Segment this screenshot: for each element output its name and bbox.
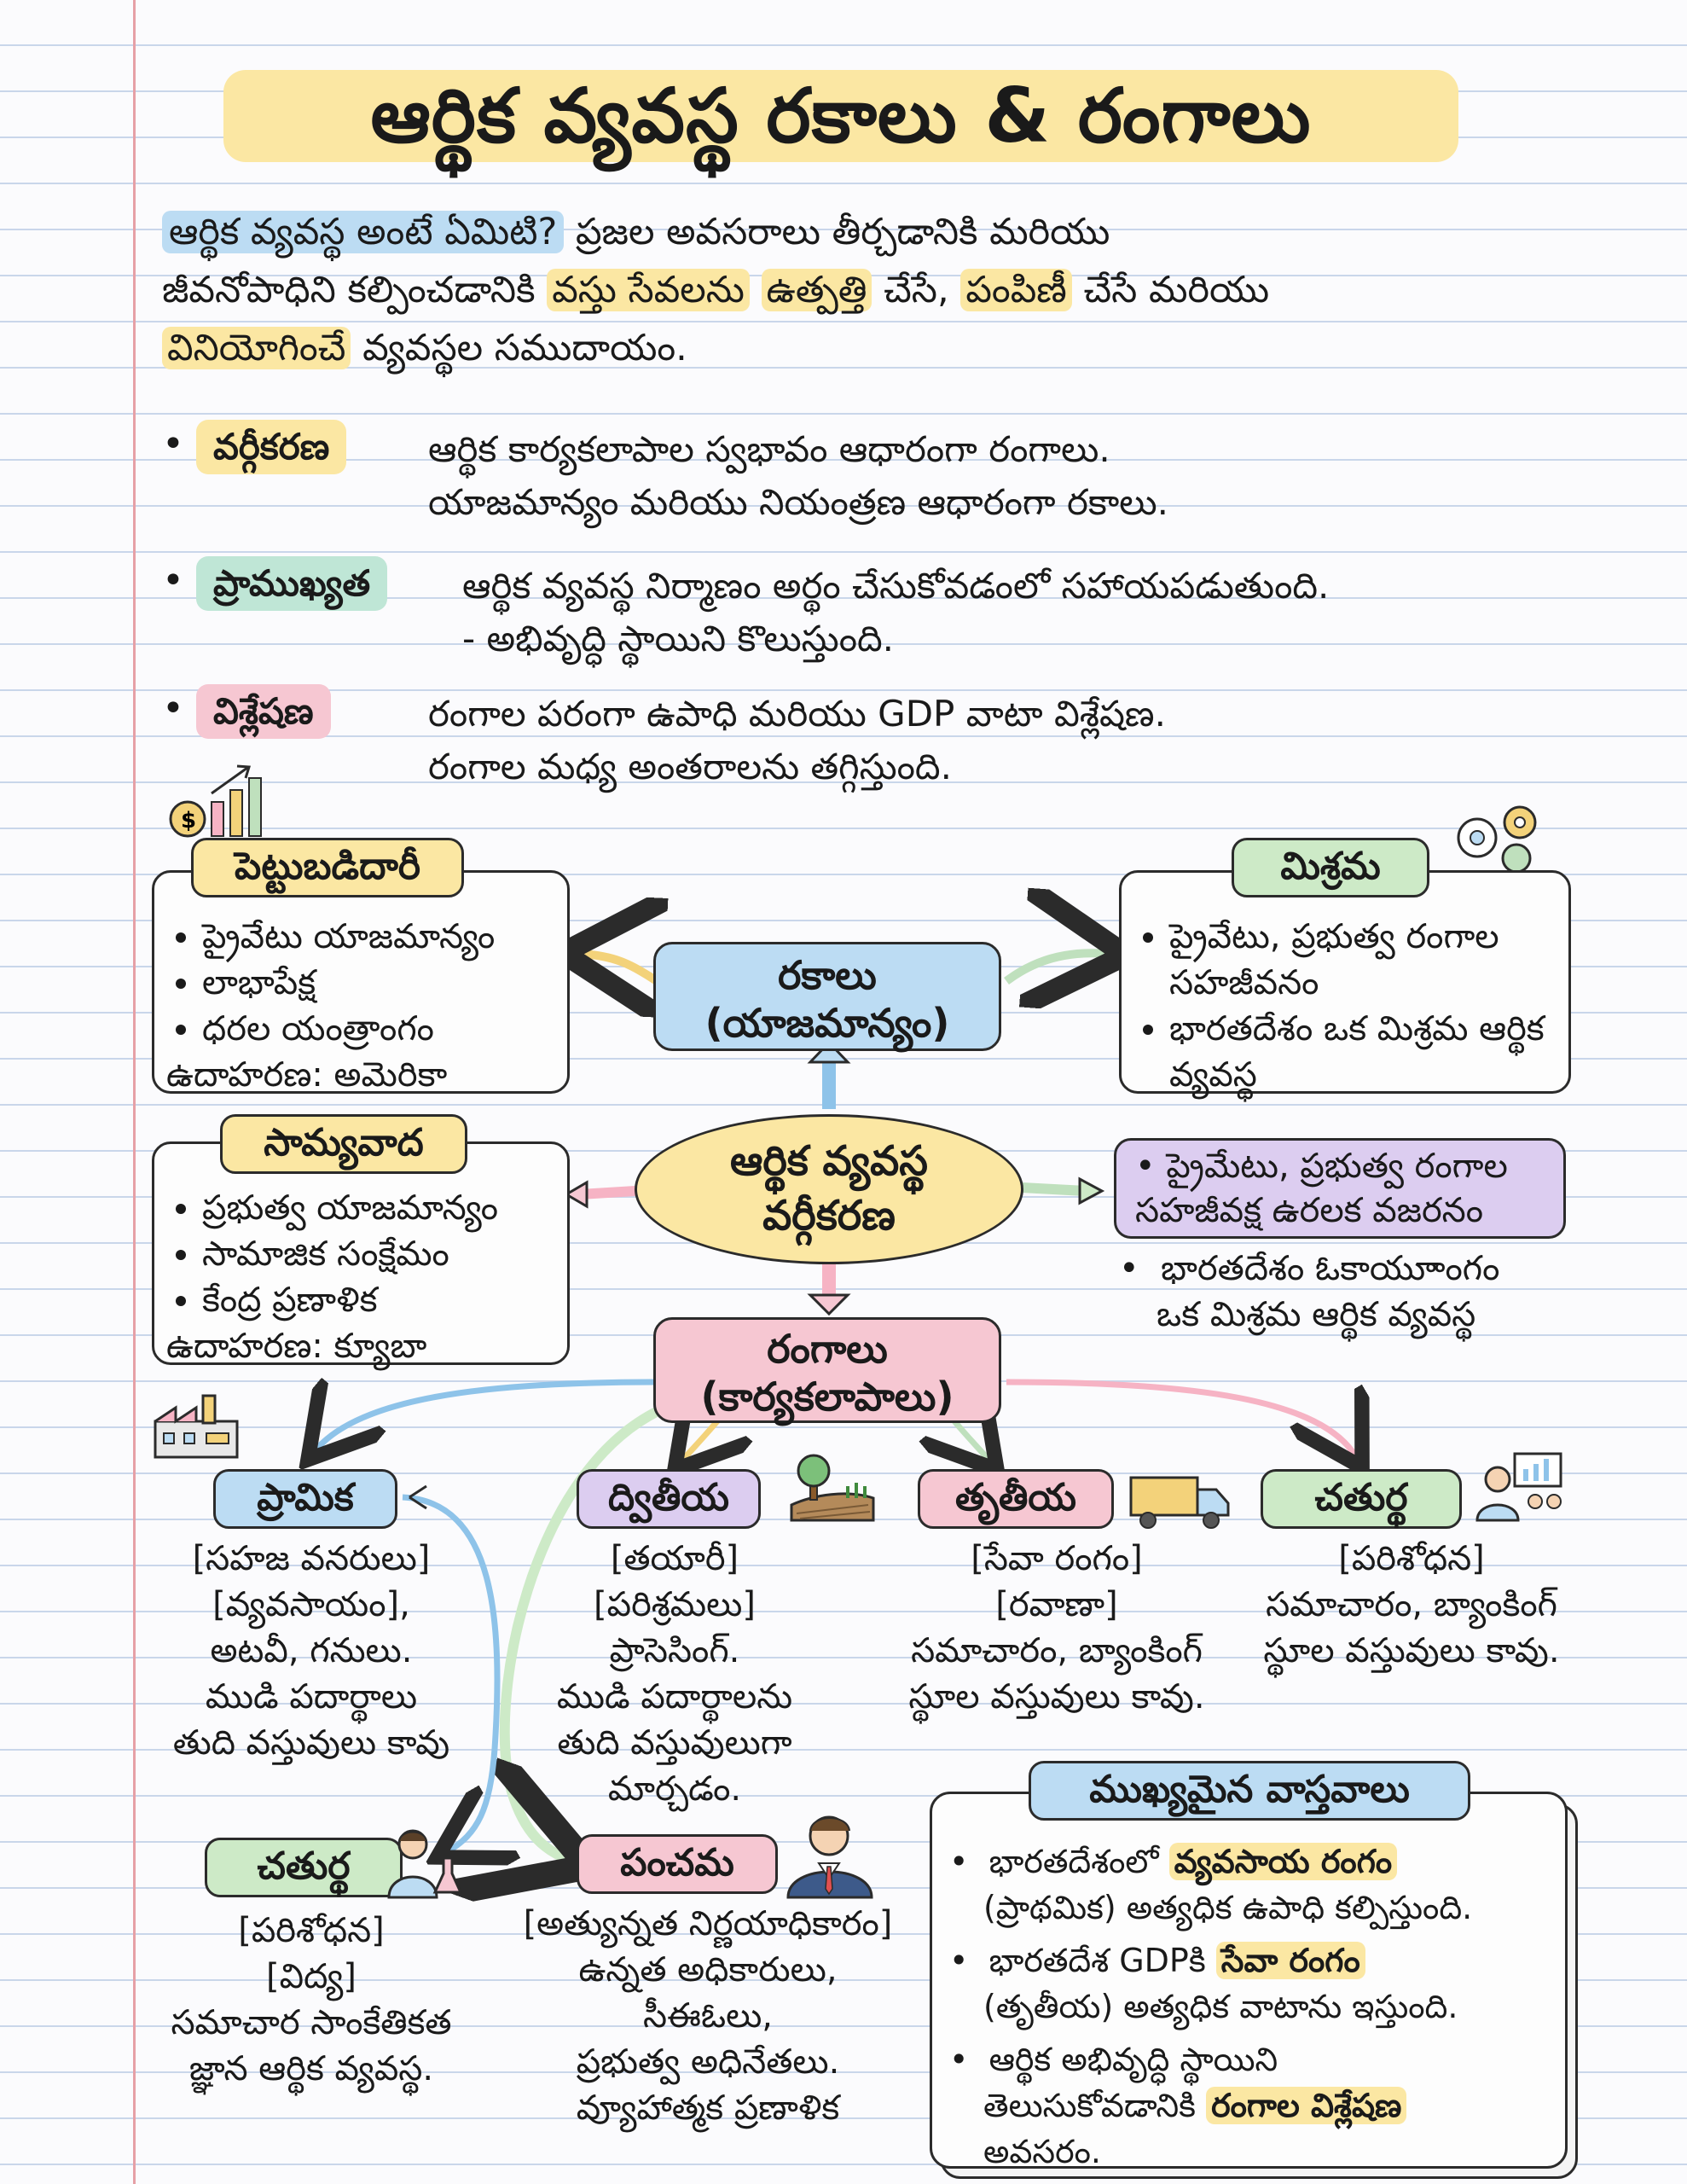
secondary-line: ప్రాసెసింగ్. (609, 1631, 740, 1670)
facts-label: ముఖ్యమైన వాస్తవాలు (1029, 1761, 1470, 1821)
capitalist-card (152, 870, 570, 1094)
purple-note (1119, 1246, 1597, 1338)
fact-3-text3: అవసరం. (983, 2133, 1101, 2170)
quinary-line: ప్రభుత్వ అధినేతలు. (576, 2042, 840, 2082)
quaternary-left-line: జ్ఞాన ఆర్థిక వ్యవస్థ. (188, 2049, 434, 2088)
mixed-label: మిశ్రమ (1232, 838, 1429, 897)
intro-highlight-consumption: వినియోగించే (162, 327, 351, 369)
arrow-to-purple (1022, 1188, 1085, 1191)
bullet-dot: • (949, 2041, 989, 2078)
purple-box (1114, 1138, 1566, 1239)
quaternary-right-line: స్థూల వస్తువులు కావు. (1263, 1631, 1560, 1670)
fact-1-highlight: వ్యవసాయ రంగం (1169, 1843, 1398, 1880)
fact-1-text: భారతదేశంలో (988, 1843, 1169, 1880)
classification-subtitle: వర్గీకరణ (762, 1192, 896, 1240)
intro-text-1: ప్రజల అవసరాలు తీర్చడానికి మరియు (564, 211, 1110, 253)
svg-text:$: $ (181, 808, 197, 834)
tertiary-line: [రవాణా] (995, 1585, 1118, 1624)
mixed-item: • భారతదేశం ఒక మిశ్రమ ఆర్థిక వ్యవస్థ (1169, 1006, 1553, 1098)
secondary-line: మార్చడం. (607, 1769, 742, 1809)
sectors-box-subtitle: (కార్యకలాపాలు) (700, 1374, 954, 1420)
types-box-subtitle: (యాజమాన్యం) (704, 1000, 950, 1046)
secondary-details (517, 1536, 832, 1812)
quaternary-left-line: సమాచార సాంకేతికత (171, 2003, 452, 2042)
bullet-line: ఆర్థిక కార్యకలాపాల స్వభావం ఆధారంగా రంగాలు. (428, 428, 1110, 470)
primary-line: [సహజ వనరులు] (192, 1539, 431, 1578)
tertiary-label: తృతీయ (918, 1469, 1114, 1529)
fact-2-text: భారతదేశ GDPకి (988, 1942, 1216, 1979)
quaternary-left-line: [పరిశోధన] (238, 1911, 385, 1950)
capitalist-item: • లాభాపేక్ష (202, 960, 552, 1006)
intro-highlight-distribution: పంపిణీ (960, 269, 1071, 311)
socialist-example: ఉదాహరణ: క్యూబా (166, 1327, 427, 1366)
tag-importance: ప్రాముఖ్యత (196, 556, 387, 611)
secondary-line: తుది వస్తువులుగా (557, 1723, 792, 1763)
purple-box-text: ప్రైమేటు, ప్రభుత్వ రంగాల సహజీవక్ష ఉరలక వజరనం (1135, 1147, 1508, 1230)
bullet-line: రంగాల మధ్య అంతరాలను తగ్గిస్తుంది. (428, 746, 952, 787)
capitalist-label: పెట్టుబడిదారీ (191, 838, 464, 897)
purple-note-line2: ఒక మిశ్రమ ఆర్థిక వ్యవస్థ (1157, 1295, 1476, 1334)
bullet-dot: • (162, 687, 184, 730)
classification-ellipse (635, 1114, 1023, 1264)
quinary-line: [అత్యున్నత నిర్ణయాధికారం] (523, 1904, 893, 1943)
tertiary-line: స్థూల వస్తువులు కావు. (908, 1677, 1205, 1716)
dollar-chart-icon (162, 759, 290, 845)
page-title: ఆర్థిక వ్యవస్థ రకాలు & రంగాలు (223, 70, 1458, 162)
fact-1-text2: (ప్రాథమిక) అత్యధిక ఉపాధి కల్పిస్తుంది. (983, 1889, 1473, 1926)
arrow-to-socialist (580, 1191, 635, 1194)
intro-space (750, 269, 762, 311)
secondary-line: [తయారీ] (610, 1539, 739, 1578)
socialist-card (152, 1141, 570, 1365)
arrow-to-capitalist (580, 954, 657, 981)
intro-question: ఆర్థిక వ్యవస్థ అంటే ఏమిటి? (162, 211, 564, 253)
capitalist-item: • ధరల యంత్రాంగం (202, 1006, 552, 1052)
quinary-line: వ్యూహాత్మక ప్రణాళిక (576, 2088, 840, 2128)
fact-3-text: ఆర్థిక అభివృద్ధి స్థాయిని (988, 2041, 1278, 2078)
intro-text-4: చేసే మరియు (1071, 269, 1270, 311)
bullet-dot: • (949, 1942, 989, 1979)
scientist-icon (384, 1824, 466, 1899)
bullet-dot: • (1119, 1249, 1162, 1288)
bullet-dot: • (162, 559, 184, 602)
intro-highlight-goods: వస్తు సేవలను (547, 269, 750, 311)
secondary-line: [పరిశ్రమలు] (594, 1585, 756, 1624)
tertiary-line: [సేవా రంగం] (971, 1539, 1143, 1578)
tag-classification: వర్గీకరణ (196, 420, 346, 474)
primary-line: తుది వస్తువులు కావు (172, 1723, 450, 1763)
bullet-line: రంగాల పరంగా ఉపాధి మరియు GDP వాటా విశ్లేషణ. (428, 693, 1166, 735)
socialist-item: • కేంద్ర ప్రణాళిక (202, 1277, 552, 1323)
quaternary-left-label: చతుర్థ (205, 1838, 403, 1897)
primary-line: [వ్యవసాయం], (212, 1585, 410, 1624)
mixed-item: • ప్రైవేటు, ప్రభుత్వ రంగాల సహజీవనం (1169, 914, 1553, 1006)
bullet-dot: • (949, 1843, 989, 1880)
presenter-icon (1472, 1450, 1566, 1522)
secondary-line: ముడి పదార్థాలను (556, 1677, 793, 1716)
bullet-dot: • (162, 422, 184, 466)
quinary-label: పంచమ (577, 1834, 778, 1894)
quaternary-right-line: [పరిశోధన] (1338, 1539, 1485, 1578)
mixed-card (1119, 870, 1571, 1094)
socialist-label: సామ్యవాద (220, 1114, 467, 1174)
fact-2-text2: (తృతీయ) అత్యధిక వాటాను ఇస్తుంది. (983, 1988, 1458, 2025)
quaternary-left-details (136, 1908, 486, 2092)
primary-details (136, 1536, 486, 1766)
tertiary-line: సమాచారం, బ్యాంకింగ్ (911, 1631, 1203, 1670)
bullet-dot: • (1135, 1147, 1167, 1186)
purple-note-line1: భారతదేశం ఓకాయూాంగం (1161, 1249, 1500, 1288)
fact-3-highlight: రంగాల విశ్లేషణ (1206, 2087, 1406, 2124)
quaternary-left-line: [విద్య] (266, 1957, 357, 1996)
businessman-icon (783, 1810, 877, 1899)
intro-paragraph (162, 203, 1612, 377)
sectors-box-title: రంగాలు (767, 1326, 888, 1372)
bullet-line: యాజమాన్యం మరియు నియంత్రణ ఆధారంగా రకాలు. (428, 481, 1168, 523)
facts-card (930, 1792, 1568, 2169)
capitalist-example: ఉదాహరణ: అమెరికా (166, 1055, 448, 1095)
intro-text-3: చేసే, (872, 269, 961, 311)
types-ownership-box (653, 942, 1001, 1051)
primary-line: ముడి పదార్థాలు (205, 1677, 418, 1716)
quaternary-right-label: చతుర్థ (1261, 1469, 1462, 1529)
quinary-line: ఉన్నత అధికారులు, (578, 1950, 838, 1989)
tertiary-details (873, 1536, 1240, 1720)
arrow-to-primary (316, 1382, 657, 1450)
intro-text-5: వ్యవస్థల సముదాయం. (351, 327, 687, 369)
bullet-line: - అభివృద్ధి స్థాయిని కొలుస్తుంది. (462, 618, 894, 659)
socialist-item: • ప్రభుత్వ యాజమాన్యం (202, 1185, 552, 1231)
fact-2-highlight: సేవా రంగం (1216, 1942, 1365, 1979)
tag-analysis: విశ్లేషణ (196, 684, 331, 739)
quinary-line: సీఈఓలు, (643, 1996, 773, 2036)
bullet-line: ఆర్థిక వ్యవస్థ నిర్మాణం అర్థం చేసుకోవడంలో సహాయపడుతుంది. (462, 565, 1330, 607)
capitalist-item: • ప్రైవేటు యాజమాన్యం (202, 914, 552, 960)
arrow-to-quaternary-right (1006, 1382, 1356, 1457)
primary-label: ప్రామిక (213, 1469, 397, 1529)
tree-field-icon (788, 1452, 878, 1524)
quaternary-right-details (1228, 1536, 1595, 1674)
truck-icon (1128, 1469, 1233, 1531)
intro-highlight-production: ఉత్పత్తి (762, 269, 872, 311)
secondary-label: ద్వితీయ (577, 1469, 761, 1529)
sectors-activities-box (653, 1317, 1001, 1423)
arrow-to-mixed (1006, 953, 1109, 981)
classification-title: ఆర్థిక వ్యవస్థ (730, 1137, 928, 1185)
primary-line: అటవీ, గనులు. (210, 1631, 413, 1670)
intro-text-2: జీవనోపాధిని కల్పించడానికి (162, 269, 548, 311)
socialist-item: • సామాజిక సంక్షేమం (202, 1231, 552, 1277)
fact-3-text2: తెలుసుకోవడానికి (983, 2087, 1207, 2124)
factory-icon (150, 1391, 244, 1461)
quaternary-right-line: సమాచారం, బ్యాంకింగ్ (1266, 1585, 1557, 1624)
types-box-title: రకాలు (778, 952, 877, 998)
quinary-details (486, 1901, 930, 2131)
